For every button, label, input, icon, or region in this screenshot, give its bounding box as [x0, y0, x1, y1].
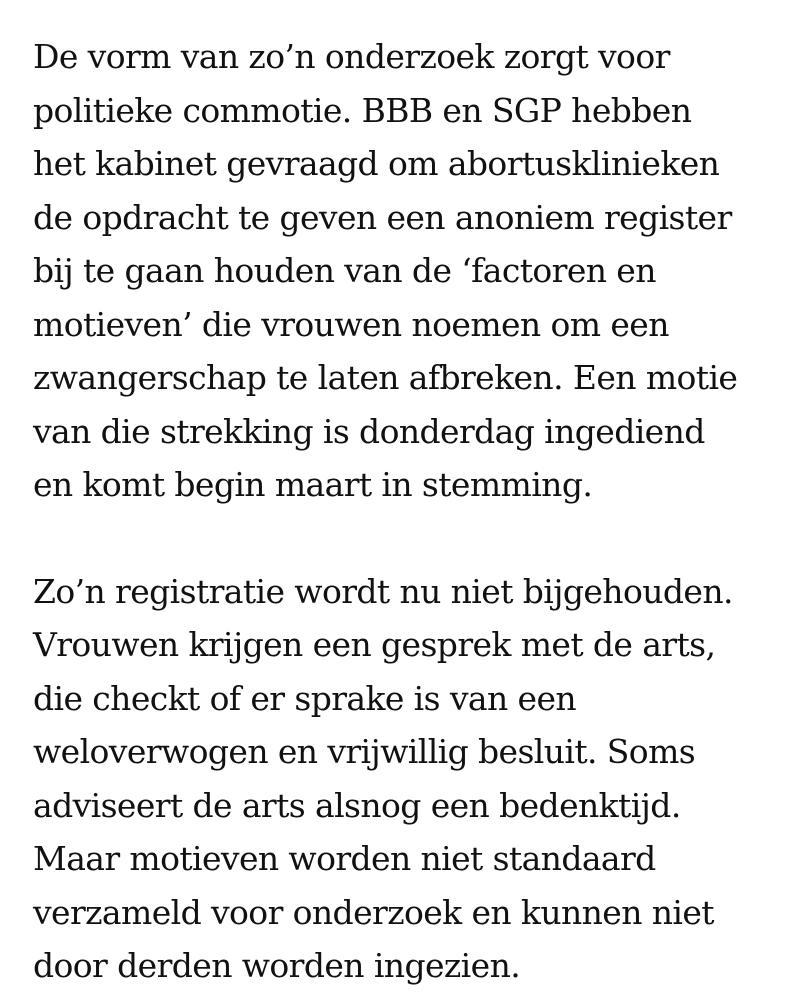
text-line: Vrouwen krijgen een gesprek met de arts, — [33, 625, 716, 664]
text-line: politieke commotie. BBB en SGP hebben — [33, 90, 692, 130]
text-line: motieven’ die vrouwen noemen om een — [33, 304, 669, 344]
text-line: Maar motieven worden niet standaard — [33, 839, 656, 878]
text-line: zwangerschap te laten afbreken. Een motie — [33, 358, 738, 397]
paragraph-political-commotion — [33, 30, 773, 512]
text-line: weloverwogen en vrijwillig besluit. Soms — [33, 732, 696, 771]
text-line: die checkt of er sprake is van een — [33, 678, 577, 718]
text-line: Zo’n registratie wordt nu niet bijgehouden. — [33, 571, 733, 611]
text-line: en komt begin maart in stemming. — [33, 465, 593, 504]
text-line: De vorm van zo’n onderzoek zorgt voor — [33, 37, 670, 76]
text-line: van die strekking is donderdag ingediend — [33, 411, 705, 451]
text-line: de opdracht te geven een anoniem register — [33, 197, 732, 237]
article-body — [33, 30, 773, 993]
text-line: door derden worden ingezien. — [33, 946, 521, 985]
text-line: adviseert de arts alsnog een bedenktijd. — [33, 785, 681, 825]
text-line: verzameld voor onderzoek en kunnen niet — [33, 892, 714, 932]
text-line: het kabinet gevraagd om abortusklinieken — [33, 144, 720, 183]
paragraph-current-registration — [33, 565, 773, 993]
text-line: bij te gaan houden van de ‘factoren en — [33, 251, 656, 290]
